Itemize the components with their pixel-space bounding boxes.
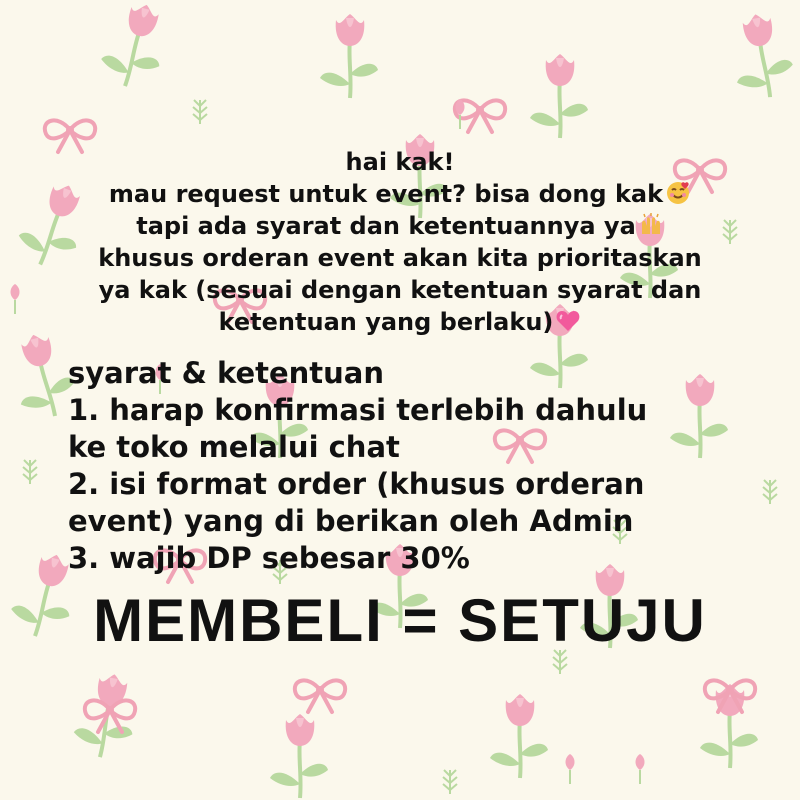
term-item-3: 3. wajib DP sebesar 30% xyxy=(68,541,470,575)
terms-notice-line xyxy=(20,210,780,242)
request-text: mau request untuk event? bisa dong kak xyxy=(108,180,664,208)
terms-list xyxy=(68,355,768,577)
greeting-text: hai kak! xyxy=(345,148,455,176)
term-item-2b: event) yang di berikan oleh Admin xyxy=(68,504,634,538)
priority-text: khusus orderan event akan kita prioritaskan xyxy=(98,244,702,272)
priority-line xyxy=(20,242,780,274)
applicable-text: ketentuan yang berlaku) xyxy=(218,308,554,336)
greeting-line xyxy=(20,146,780,178)
smiling-face-with-hearts-icon xyxy=(665,180,691,206)
term-item-1a: 1. harap konfirmasi terlebih dahulu xyxy=(68,393,648,427)
pink-heart-icon xyxy=(555,308,581,334)
terms-heading: syarat & ketentuan xyxy=(68,356,385,390)
terms-notice-text: tapi ada syarat dan ketentuannya ya xyxy=(136,212,636,240)
slogan: MEMBELI = SETUJU xyxy=(93,587,707,654)
condition-line xyxy=(20,274,780,306)
intro-message xyxy=(20,146,780,338)
condition-text: ya kak (sesuai dengan ketentuan syarat dan xyxy=(98,276,702,304)
raising-hands-icon xyxy=(638,212,664,238)
term-item-2a: 2. isi format order (khusus orderan xyxy=(68,467,645,501)
term-item-1b: ke toko melalui chat xyxy=(68,430,400,464)
applicable-line xyxy=(20,306,780,338)
request-line xyxy=(20,178,780,210)
